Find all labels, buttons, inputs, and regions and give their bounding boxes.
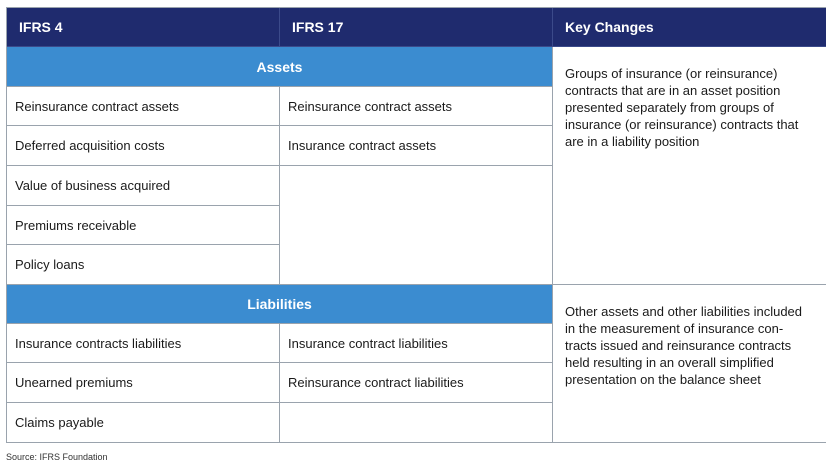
ifrs17-liability-empty — [280, 403, 553, 442]
key-change-assets: Groups of insurance (or reinsurance) contracts that are in an asset position presented separately from groups of insurance (or reinsurance) contracts that are in a liability position — [553, 47, 826, 285]
ifrs17-asset-empty — [280, 166, 553, 285]
section-assets: Assets — [7, 47, 553, 87]
ifrs17-asset-row: Reinsurance contract assets — [280, 87, 553, 126]
ifrs4-asset-row: Deferred acquisition costs — [7, 126, 280, 166]
ifrs4-asset-row: Value of business acquired — [7, 166, 280, 206]
key-change-liabilities: Other assets and other liabilities included in the measurement of insurance con-tracts issued and reinsurance contracts held resulting in an overall simplified presentation on the balance sheet — [553, 285, 826, 442]
ifrs17-liability-row: Reinsurance contract liabilities — [280, 363, 553, 403]
comparison-table — [6, 7, 826, 443]
source-note: Source: IFRS Foundation — [6, 452, 108, 462]
ifrs4-asset-row: Premiums receivable — [7, 206, 280, 245]
header-ifrs4: IFRS 4 — [7, 8, 280, 47]
ifrs4-liability-row: Insurance contracts liabilities — [7, 324, 280, 363]
ifrs17-asset-row: Insurance contract assets — [280, 126, 553, 166]
ifrs17-liability-row: Insurance contract liabilities — [280, 324, 553, 363]
section-liabilities: Liabilities — [7, 285, 553, 324]
ifrs4-liability-row: Claims payable — [7, 403, 280, 442]
header-key-changes: Key Changes — [553, 8, 826, 47]
header-ifrs17: IFRS 17 — [280, 8, 553, 47]
ifrs4-asset-row: Policy loans — [7, 245, 280, 285]
ifrs4-liability-row: Unearned premiums — [7, 363, 280, 403]
ifrs4-asset-row: Reinsurance contract assets — [7, 87, 280, 126]
